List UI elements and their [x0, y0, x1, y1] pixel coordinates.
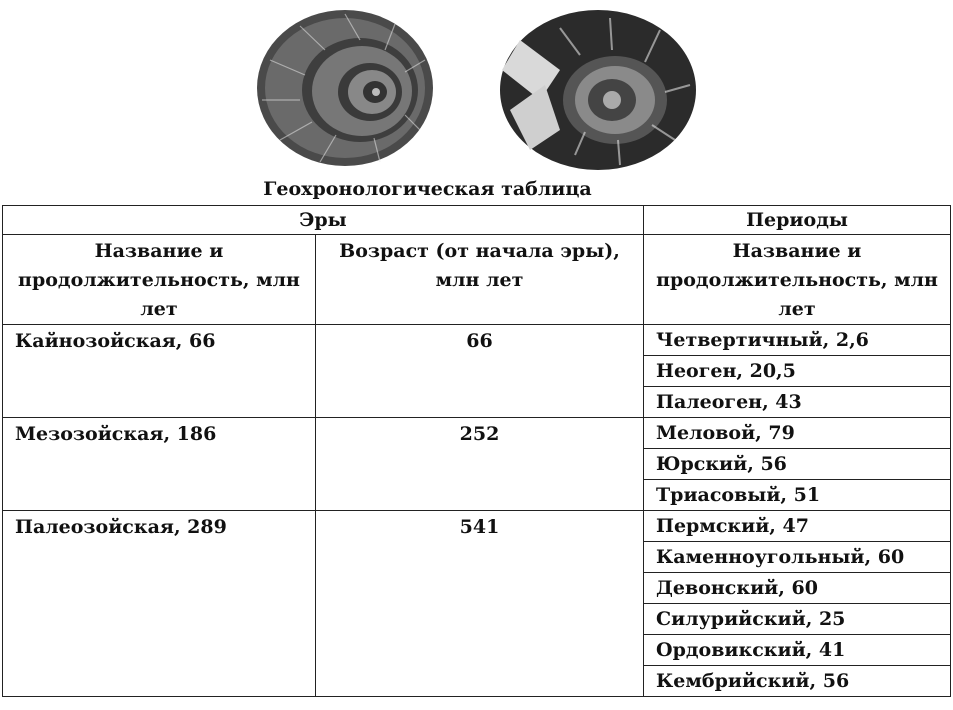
period-name: Пермский, 47 — [644, 511, 951, 542]
period-name: Триасовый, 51 — [644, 480, 951, 511]
era-name: Палеозойская, 289 — [3, 511, 316, 697]
period-name: Юрский, 56 — [644, 449, 951, 480]
ammonite-shell-left-icon — [257, 10, 433, 166]
era-age: 541 — [316, 511, 644, 697]
era-name: Кайнозойская, 66 — [3, 325, 316, 418]
ammonite-section-right-icon — [500, 10, 696, 170]
period-name: Каменноугольный, 60 — [644, 542, 951, 573]
header-periods: Периоды — [644, 206, 951, 235]
table-row — [3, 325, 951, 356]
period-name: Неоген, 20,5 — [644, 356, 951, 387]
period-name: Меловой, 79 — [644, 418, 951, 449]
period-name: Ордовикский, 41 — [644, 635, 951, 666]
era-age: 66 — [316, 325, 644, 418]
header-era-name: Название и продолжительность, млн лет — [3, 235, 316, 325]
period-name: Четвертичный, 2,6 — [644, 325, 951, 356]
table-row — [3, 418, 951, 449]
geochronological-table — [2, 205, 951, 697]
ammonite-illustrations — [0, 0, 953, 180]
table-row — [3, 511, 951, 542]
header-eras: Эры — [3, 206, 644, 235]
era-name: Мезозойская, 186 — [3, 418, 316, 511]
header-era-age: Возраст (от начала эры), млн лет — [316, 235, 644, 325]
period-name: Палеоген, 43 — [644, 387, 951, 418]
era-age: 252 — [316, 418, 644, 511]
period-name: Силурийский, 25 — [644, 604, 951, 635]
header-period-name: Название и продолжительность, млн лет — [644, 235, 951, 325]
table-caption: Геохронологическая таблица — [263, 178, 592, 200]
period-name: Кембрийский, 56 — [644, 666, 951, 697]
period-name: Девонский, 60 — [644, 573, 951, 604]
